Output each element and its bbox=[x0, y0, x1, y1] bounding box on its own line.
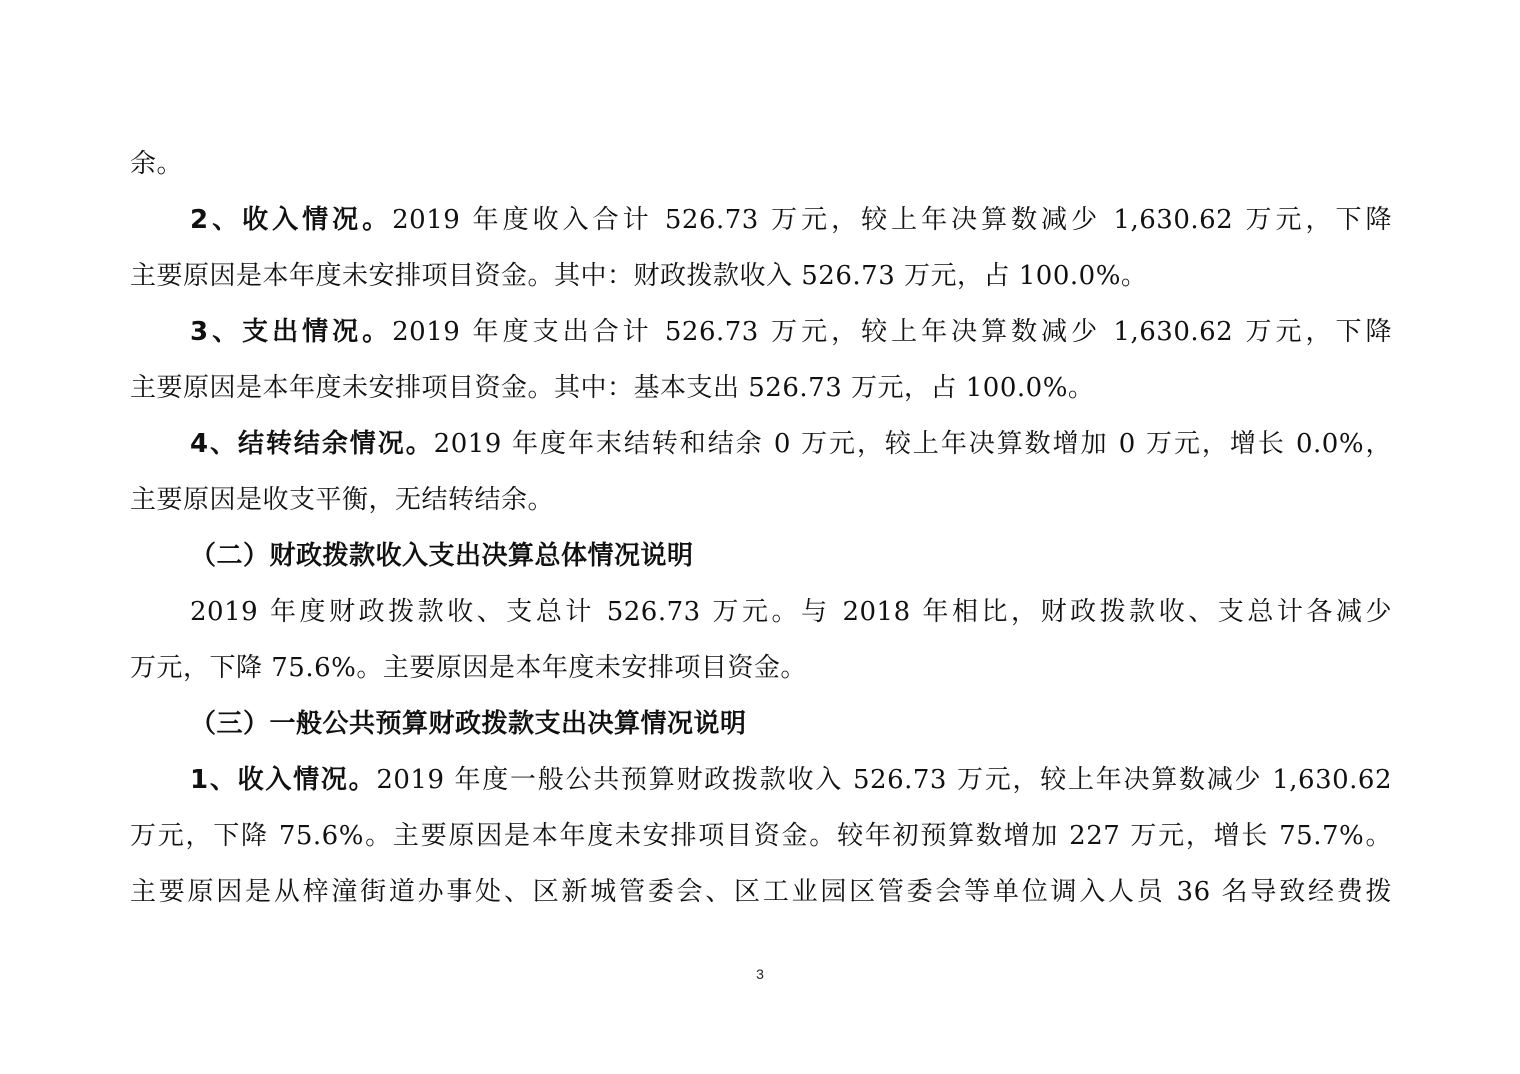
text-line: 万元，下降 75.6%。主要原因是本年度未安排项目资金。 bbox=[130, 653, 807, 683]
text-line: 主要原因是从梓潼街道办事处、区新城管委会、区工业园区管委会等单位调入人员 36 名导致经费拨 bbox=[130, 877, 1392, 907]
section-heading: （二）财政拨款收入支出决算总体情况说明 bbox=[190, 541, 694, 571]
paragraph-general-budget-line-1 bbox=[130, 752, 1392, 808]
text-line: 主要原因是收支平衡，无结转结余。 bbox=[130, 485, 555, 515]
text-run: 2019 年度收入合计 526.73 万元，较上年决算数减少 1,630.62 万元，下降 bbox=[392, 205, 1392, 235]
paragraph-lead: 4、结转结余情况。 bbox=[190, 429, 434, 459]
text-line: 主要原因是本年度未安排项目资金。其中：基本支出 526.73 万元，占 100.0%。 bbox=[130, 373, 1095, 403]
text-line: 2019 年度财政拨款收、支总计 526.73 万元。与 2018 年相比，财政拨款收、支总计各减少 bbox=[190, 597, 1392, 627]
document-body bbox=[130, 136, 1392, 920]
page-number: 3 bbox=[756, 966, 764, 982]
text-run: 2019 年度支出合计 526.73 万元，较上年决算数减少 1,630.62 万元，下降 bbox=[392, 317, 1392, 347]
text-line: 余。 bbox=[130, 149, 184, 179]
paragraph-expenditure-line-1 bbox=[130, 304, 1392, 360]
section-heading: （三）一般公共预算财政拨款支出决算情况说明 bbox=[190, 709, 747, 739]
paragraph-lead: 3、支出情况。 bbox=[190, 317, 393, 347]
paragraph-lead: 2、收入情况。 bbox=[190, 205, 393, 235]
paragraph-carryover-line-1 bbox=[130, 416, 1392, 472]
paragraph-lead: 1、收入情况。 bbox=[190, 765, 377, 795]
text-run: 2019 年度一般公共预算财政拨款收入 526.73 万元，较上年决算数减少 1,630.62 bbox=[376, 765, 1392, 795]
text-line: 主要原因是本年度未安排项目资金。其中：财政拨款收入 526.73 万元，占 100.0%。 bbox=[130, 261, 1148, 291]
text-line: 万元，下降 75.6%。主要原因是本年度未安排项目资金。较年初预算数增加 227 万元，增长 75.7%。 bbox=[130, 821, 1392, 851]
paragraph-income-line-1 bbox=[130, 192, 1392, 248]
text-run: 2019 年度年末结转和结余 0 万元，较上年决算数增加 0 万元，增长 0.0%， bbox=[433, 429, 1392, 459]
